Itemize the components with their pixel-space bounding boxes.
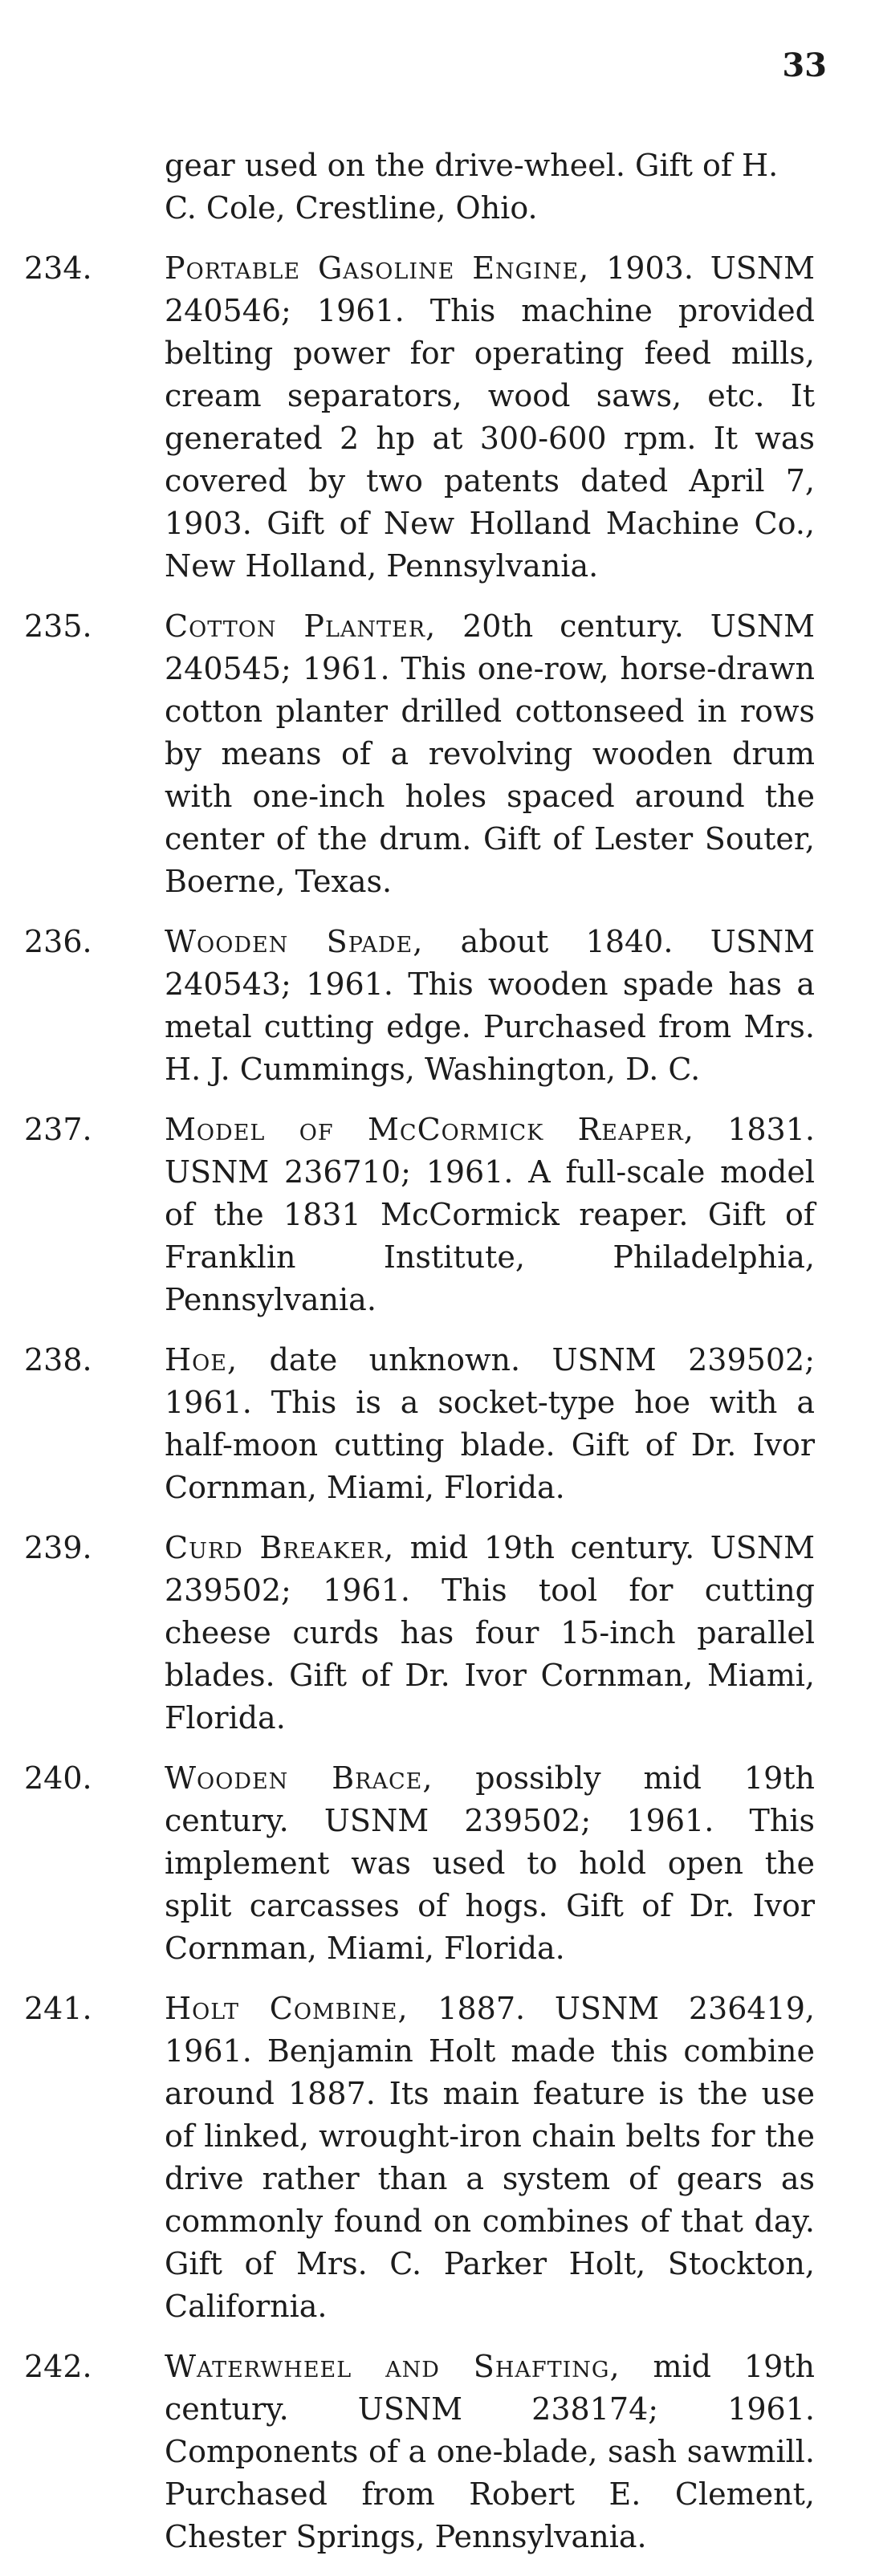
catalog-entry: [24, 2346, 815, 2558]
continued-entry-text: gear used on the drive-wheel. Gift of H. C. Cole, Crestline, Ohio.: [165, 148, 779, 226]
entry-text: mid 19th century. USNM 238174; 1961. Components of a one-blade, sash sawmill. Purchased from Robert E. Clement, Chester Springs, Pennsylvania.: [165, 2349, 815, 2554]
catalog-entry: [24, 247, 815, 588]
entry-number: 236.: [24, 924, 92, 959]
entry-title: Hoe,: [165, 1342, 238, 1378]
entry-text: about 1840. USNM 240543; 1961. This wooden spade has a metal cutting edge. Purchased from Mrs. H. J. Cummings, Washington, D. C.: [165, 924, 816, 1087]
catalog-entry: [24, 1527, 815, 1740]
catalog-entry: [24, 921, 815, 1091]
entry-title: Wooden Spade,: [165, 924, 424, 959]
entry-number: 242.: [24, 2349, 92, 2384]
entry-number: 241.: [24, 1991, 92, 2026]
entry-text: 20th century. USNM 240545; 1961. This one-row, horse-drawn cotton planter drilled cottonseed in rows by means of a revolving wooden drum with one-inch holes spaced around the center of the drum. Gift of Lester Souter, Boerne, Texas.: [165, 608, 815, 899]
entry-title: Curd Breaker,: [165, 1530, 395, 1565]
entry-number: 239.: [24, 1530, 92, 1565]
catalog-entry: [24, 1339, 815, 1509]
entry-number: 240.: [24, 1760, 92, 1796]
entry-number: 235.: [24, 608, 92, 644]
entry-text: date unknown. USNM 239502; 1961. This is a socket-type hoe with a half-moon cutting blade. Gift of Dr. Ivor Cornman, Miami, Florida.: [165, 1342, 815, 1505]
entry-number: 237.: [24, 1112, 92, 1147]
catalog-entry: [24, 1757, 815, 1970]
entry-title: Portable Gasoline Engine,: [165, 250, 590, 286]
entry-title: Holt Combine,: [165, 1991, 409, 2026]
page-content: [24, 114, 815, 2576]
entry-title: Model of McCormick Reaper,: [165, 1112, 694, 1147]
entry-text: possibly mid 19th century. USNM 239502; 1961. This implement was used to hold open the split carcasses of hogs. Gift of Dr. Ivor Cornman, Miami, Florida.: [165, 1760, 815, 1966]
entry-title: Waterwheel and Shafting,: [165, 2349, 621, 2384]
entry-number: 234.: [24, 250, 92, 286]
catalog-entry: [24, 605, 815, 903]
entry-text: 1887. USNM 236419, 1961. Benjamin Holt made this combine around 1887. Its main feature is the use of linked, wrought-iron chain belts for the drive rather than a system of gears as commonly found on combines of that day. Gift of Mrs. C. Parker Holt, Stockton, California.: [165, 1991, 815, 2324]
catalog-entry: [24, 1109, 815, 1321]
entry-title: Cotton Planter,: [165, 608, 437, 644]
catalog-entry: [24, 1988, 815, 2328]
page-number: 33: [782, 47, 827, 84]
entry-text: 1903. USNM 240546; 1961. This machine provided belting power for operating feed mills, cream separators, wood saws, etc. It generated 2 hp at 300-600 rpm. It was covered by two patents dated April 7, 1903. Gift of New Holland Machine Co., New Holland, Pennsylvania.: [165, 250, 815, 584]
entry-number: 238.: [24, 1342, 92, 1378]
entry-title: Wooden Brace,: [165, 1760, 433, 1796]
entry-text: 1831. USNM 236710; 1961. A full-scale model of the 1831 McCormick reaper. Gift of Franklin Institute, Philadelphia, Pennsylvania.: [165, 1112, 815, 1317]
entry-text: mid 19th century. USNM 239502; 1961. This tool for cutting cheese curds has four 15-inch parallel blades. Gift of Dr. Ivor Cornman, Miami, Florida.: [165, 1530, 816, 1736]
